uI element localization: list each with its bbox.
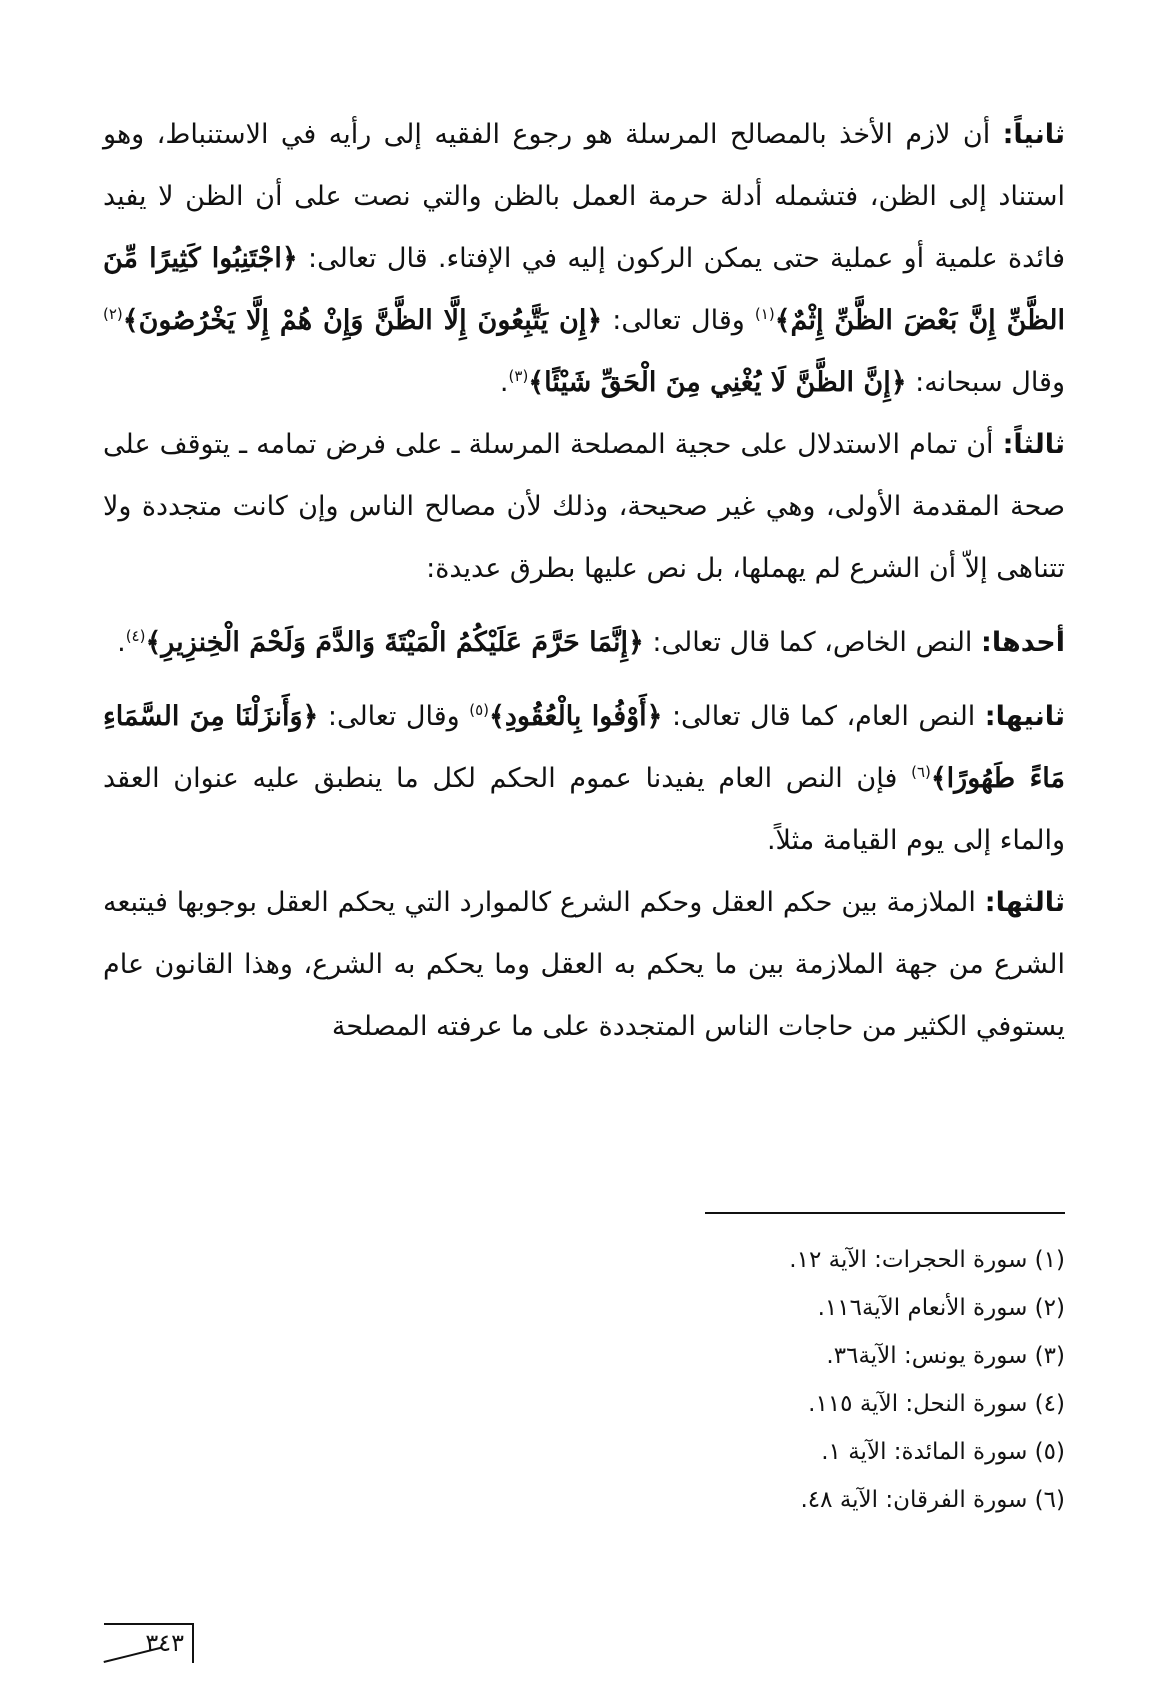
paragraph-lead: ثالثاً: — [1002, 429, 1065, 460]
paragraph-first-way — [103, 612, 1065, 674]
main-text — [103, 104, 1065, 1058]
quran-verse: ﴿اجْتَنِبُوا كَثِيرًا مِّنَ الظَّنِّ إِنَّ بَعْضَ الظَّنِّ إِثْمٌ﴾ — [103, 243, 1065, 336]
paragraph-text: وقال سبحانه: — [906, 367, 1065, 398]
footnote: (٤) سورة النحل: الآية ١١٥. — [808, 1391, 1065, 1417]
quran-verse: ﴿وَأَنزَلْنَا مِنَ السَّمَاءِ مَاءً طَهُورًا﴾ — [103, 701, 1065, 794]
footnote-ref: (٣) — [508, 367, 529, 385]
paragraph-text: . — [499, 367, 509, 398]
footnote-ref: (٥) — [469, 701, 489, 719]
paragraph-text: النص العام، كما قال تعالى: — [662, 701, 985, 732]
quran-verse: ﴿إِنَّمَا حَرَّمَ عَلَيْكُمُ الْمَيْتَةَ وَالدَّمَ وَلَحْمَ الْخِنزِيرِ﴾ — [145, 627, 644, 658]
footnote-ref: (٢) — [103, 305, 123, 323]
paragraph-thirdly — [103, 414, 1065, 600]
paragraph-text: وقال تعالى: — [602, 305, 755, 336]
paragraph-text: أن لازم الأخذ بالمصالح المرسلة هو رجوع الفقيه إلى رأيه في الاستنباط، وهو استناد إلى الظن، فتشمله أدلة حرمة العمل بالظن والتي نصت على أن الظن لا يفيد فائدة علمية أو عملية حتى يمكن الركون إليه في الإفتاء. قال تعالى: — [103, 119, 1065, 274]
paragraph-second-way — [103, 686, 1065, 872]
paragraph-text: النص الخاص، كما قال تعالى: — [643, 627, 982, 658]
footnote: (٢) سورة الأنعام الآية١١٦. — [817, 1295, 1065, 1321]
footnote-ref: (٦) — [911, 763, 931, 781]
paragraph-lead: ثانياً: — [1002, 119, 1065, 150]
footnote-ref: (٤) — [125, 627, 146, 645]
paragraph-text: فإن النص العام يفيدنا عموم الحكم لكل ما ينطبق عليه عنوان العقد والماء إلى يوم القيامة مثلاً. — [103, 763, 1065, 856]
footnote: (٣) سورة يونس: الآية٣٦. — [826, 1343, 1065, 1369]
paragraph-lead: ثالثها: — [984, 887, 1065, 918]
paragraph-text: . — [117, 627, 126, 658]
footnote: (٥) سورة المائدة: الآية ١. — [821, 1439, 1065, 1465]
footnote-ref: (١) — [754, 305, 775, 323]
quran-verse: ﴿أَوْفُوا بِالْعُقُودِ﴾ — [489, 701, 663, 732]
page-number-frame — [104, 1623, 194, 1663]
quran-verse: ﴿إِنَّ الظَّنَّ لَا يُغْنِي مِنَ الْحَقِّ شَيْئًا﴾ — [528, 367, 907, 398]
footnote-separator — [705, 1212, 1065, 1214]
quran-verse: ﴿إِن يَتَّبِعُونَ إِلَّا الظَّنَّ وَإِنْ هُمْ إِلَّا يَخْرُصُونَ﴾ — [122, 305, 603, 336]
footnote: (٦) سورة الفرقان: الآية ٤٨. — [800, 1487, 1065, 1513]
footnotes — [465, 1236, 1065, 1524]
footnote: (١) سورة الحجرات: الآية ١٢. — [789, 1247, 1065, 1273]
paragraph-third-way — [103, 872, 1065, 1058]
paragraph-text: أن تمام الاستدلال على حجية المصلحة المرسلة ـ على فرض تمامه ـ يتوقف على صحة المقدمة الأولى، وهي غير صحيحة، وذلك لأن مصالح الناس وإن كانت متجددة ولا تتناهى إلاّ أن الشرع لم يهملها، بل نص عليها بطرق عديدة: — [103, 429, 1065, 584]
paragraph-lead: ثانيها: — [984, 701, 1065, 732]
paragraph-text: الملازمة بين حكم العقل وحكم الشرع كالموارد التي يحكم العقل بوجوبها فيتبعه الشرع من جهة الملازمة بين ما يحكم به العقل وما يحكم به الشرع، وهذا القانون عام يستوفي الكثير من حاجات الناس المتجددة على ما عرفته المصلحة — [103, 887, 1065, 1042]
page-number: ٣٤٣ — [145, 1629, 184, 1657]
paragraph-text: وقال تعالى: — [318, 701, 470, 732]
paragraph-secondly — [103, 104, 1065, 414]
paragraph-lead: أحدها: — [981, 627, 1065, 658]
